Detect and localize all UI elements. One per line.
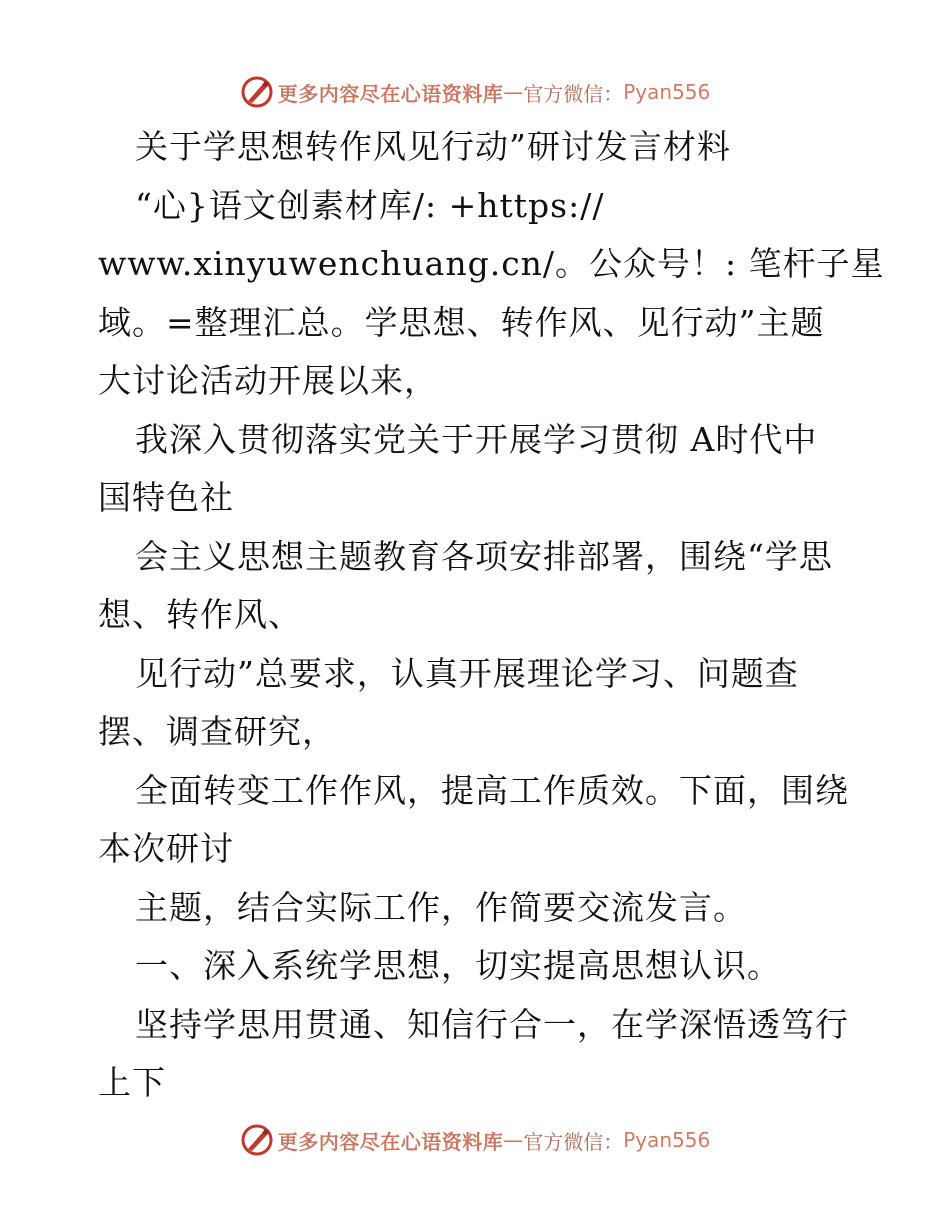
- text-line: 上下: [98, 1063, 166, 1102]
- banner-text: 更多内容尽在心语资料库: [277, 1129, 504, 1154]
- pen-circle-logo-icon: [240, 75, 274, 109]
- banner-wechat-label: 官方微信：: [523, 1129, 624, 1154]
- text-line: www.xinyuwenchuang.cn/。公众号！: 笔杆子星: [98, 244, 885, 283]
- text-line: 见行动”总要求，认真开展理论学习、问题查: [135, 653, 799, 693]
- text-line: 想、转作风、: [98, 595, 302, 634]
- header-banner: [0, 72, 950, 112]
- text-line: 主题，结合实际工作，作简要交流发言。: [135, 887, 747, 927]
- text-line: 摆、调查研究，: [98, 712, 336, 751]
- text-line: 一、深入系统学思想，切实提高思想认识。: [135, 946, 781, 985]
- text-line: 全面转变工作作风，提高工作质效。下面，围绕: [135, 770, 849, 810]
- text-line: “心}语文创素材库/: +https://: [135, 185, 605, 225]
- pen-circle-logo-icon: [240, 1123, 274, 1157]
- banner-separator: —: [503, 80, 524, 104]
- banner-wechat-label: 官方微信：: [523, 81, 624, 106]
- text-line: 域。=整理汇总。学思想、转作风、见行动”主题: [98, 302, 825, 342]
- text-line: 关于学思想转作风见行动”研讨发言材料: [135, 127, 731, 166]
- text-line: 国特色社: [98, 478, 234, 517]
- banner-wechat-id: Pyan556: [623, 1128, 711, 1152]
- text-line: 会主义思想主题教育各项安排部署，围绕“学思: [135, 536, 833, 576]
- footer-banner: [0, 1120, 950, 1160]
- banner-text: 更多内容尽在心语资料库: [277, 81, 504, 106]
- text-line: 坚持学思用贯通、知信行合一，在学深悟透笃行: [135, 1004, 849, 1044]
- banner-separator: —: [503, 1128, 524, 1152]
- text-line: 大讨论活动开展以来，: [98, 361, 438, 400]
- text-line: 我深入贯彻落实党关于开展学习贯彻 A时代中: [135, 419, 818, 459]
- text-line: 本次研讨: [98, 829, 234, 868]
- banner-wechat-id: Pyan556: [623, 80, 711, 104]
- document-body: [98, 118, 885, 1113]
